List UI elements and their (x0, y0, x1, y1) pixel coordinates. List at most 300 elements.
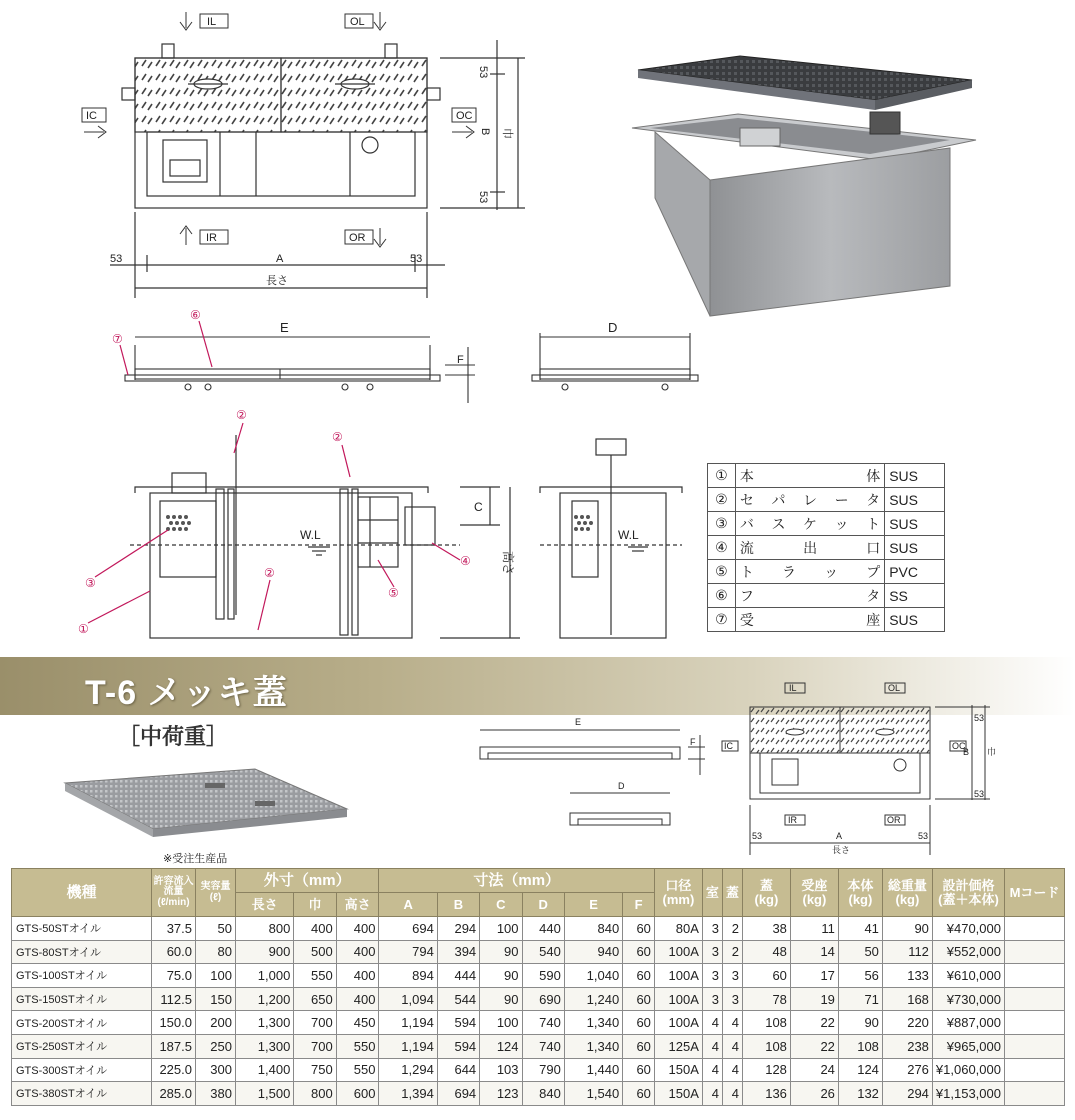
spec-cell: 440 (522, 917, 564, 941)
spec-cell: 41 (838, 917, 882, 941)
part-name-char: タ (866, 491, 881, 508)
spec-cell: 3 (702, 964, 722, 988)
spec-cell: 150A (654, 1058, 702, 1082)
th-body-weight: 本体 (kg) (838, 869, 882, 917)
spec-cell: 1,400 (236, 1058, 294, 1082)
dim-length: 長さ (266, 275, 288, 287)
banner-title: T-6 メッキ蓋 (85, 674, 288, 712)
spec-cell: 1,394 (379, 1082, 437, 1106)
spec-cell: 250 (196, 1034, 236, 1058)
spec-cell: 11 (790, 917, 838, 941)
small-dim-b: B (963, 747, 970, 757)
flow-label-ol: OL (350, 16, 365, 28)
th-b: B (437, 893, 479, 917)
part-material: SUS (885, 536, 945, 560)
part-name-char: ト (866, 515, 881, 532)
part-material: PVC (885, 560, 945, 584)
model-cell: GTS-100STオイル (12, 964, 152, 988)
spec-cell: 800 (236, 917, 294, 941)
spec-cell: 1,194 (379, 1011, 437, 1035)
spec-cell: 4 (722, 1058, 742, 1082)
spec-cell: 90 (882, 917, 932, 941)
small-dim-length: 長さ (832, 845, 851, 855)
small-or: OR (887, 815, 901, 825)
spec-cell: 238 (882, 1034, 932, 1058)
spec-cell: 3 (702, 987, 722, 1011)
th-width: 巾 (294, 893, 336, 917)
mcode-cell (1005, 987, 1065, 1011)
part-name-char: プ (866, 563, 881, 580)
part-name (735, 584, 884, 608)
dim-d: D (608, 320, 618, 335)
th-c: C (480, 893, 522, 917)
table-row (12, 1058, 1065, 1082)
spec-cell: 60 (623, 1058, 655, 1082)
table-row (12, 1011, 1065, 1035)
spec-cell: 48 (742, 940, 790, 964)
spec-cell: 124 (838, 1058, 882, 1082)
parts-row (708, 608, 945, 632)
spec-cell: 2 (722, 917, 742, 941)
spec-cell: 1,300 (236, 1011, 294, 1035)
spec-cell: 940 (564, 940, 622, 964)
part-number: ④ (708, 536, 736, 560)
part-material: SUS (885, 512, 945, 536)
parts-row (708, 488, 945, 512)
spec-cell: 1,000 (236, 964, 294, 988)
spec-cell: 300 (196, 1058, 236, 1082)
th-e: E (564, 893, 622, 917)
spec-cell: 400 (336, 987, 379, 1011)
spec-cell: ¥1,060,000 (932, 1058, 1004, 1082)
spec-cell: 124 (480, 1034, 522, 1058)
spec-cell: 2 (722, 940, 742, 964)
part-material: SUS (885, 608, 945, 632)
model-cell: GTS-50STオイル (12, 917, 152, 941)
spec-cell: 112 (882, 940, 932, 964)
spec-cell: 550 (336, 1034, 379, 1058)
spec-cell: 26 (790, 1082, 838, 1106)
parts-row (708, 464, 945, 488)
t6-drawings (460, 675, 1000, 860)
mcode-cell (1005, 1082, 1065, 1106)
small-dim-53d: 53 (974, 789, 985, 799)
spec-cell: 225.0 (152, 1058, 196, 1082)
spec-cell: 294 (882, 1082, 932, 1106)
spec-cell: 594 (437, 1011, 479, 1035)
spec-cell: 90 (480, 987, 522, 1011)
part-number: ⑦ (708, 608, 736, 632)
spec-cell: 1,094 (379, 987, 437, 1011)
spec-cell: 24 (790, 1058, 838, 1082)
spec-cell: 60 (623, 964, 655, 988)
table-row (12, 917, 1065, 941)
th-model: 機種 (12, 869, 152, 917)
mcode-cell (1005, 1034, 1065, 1058)
parts-row (708, 560, 945, 584)
spec-cell: 740 (522, 1034, 564, 1058)
spec-cell: 133 (882, 964, 932, 988)
part-name-char: 出 (803, 539, 818, 556)
dim-left-53: 53 (110, 253, 123, 265)
spec-cell: 90 (480, 940, 522, 964)
small-oc: OC (952, 741, 966, 751)
wl-right: W.L (618, 528, 639, 542)
th-length: 長さ (236, 893, 294, 917)
spec-cell: 60 (623, 987, 655, 1011)
spec-cell: 50 (196, 917, 236, 941)
spec-cell: 220 (882, 1011, 932, 1035)
spec-cell: 60 (623, 1034, 655, 1058)
part-name-char: 本 (739, 467, 754, 484)
spec-cell: 100 (196, 964, 236, 988)
spec-cell: 1,440 (564, 1058, 622, 1082)
model-cell: GTS-250STオイル (12, 1034, 152, 1058)
spec-cell: 550 (336, 1058, 379, 1082)
spec-cell: 400 (336, 940, 379, 964)
small-dim-d: D (618, 781, 625, 791)
spec-cell: 700 (294, 1011, 336, 1035)
small-dim-e: E (575, 717, 582, 727)
th-total-weight: 総重量 (kg) (882, 869, 932, 917)
small-dim-53c: 53 (974, 713, 985, 723)
spec-cell: 100 (480, 1011, 522, 1035)
spec-cell: 3 (722, 964, 742, 988)
spec-cell: 38 (742, 917, 790, 941)
small-ir: IR (788, 815, 797, 825)
spec-cell: 3 (702, 917, 722, 941)
spec-cell: 690 (522, 987, 564, 1011)
spec-cell: 100A (654, 940, 702, 964)
spec-cell: 123 (480, 1082, 522, 1106)
spec-cell: 444 (437, 964, 479, 988)
model-cell: GTS-80STオイル (12, 940, 152, 964)
table-row (12, 964, 1065, 988)
spec-cell: 19 (790, 987, 838, 1011)
spec-cell: ¥730,000 (932, 987, 1004, 1011)
section-drawings (60, 405, 700, 655)
plan-view-drawing (0, 0, 560, 300)
made-to-order-note: ※受注生産品 (163, 853, 228, 865)
callout-7: ⑦ (112, 332, 123, 346)
spec-cell: 4 (722, 1011, 742, 1035)
small-dim-f: F (690, 737, 696, 747)
part-name-char: 流 (739, 539, 754, 556)
spec-cell: 125A (654, 1034, 702, 1058)
dim-f: F (457, 354, 464, 366)
spec-cell: 103 (480, 1058, 522, 1082)
part-material: SUS (885, 488, 945, 512)
spec-cell: 60 (623, 1011, 655, 1035)
spec-cell: 400 (294, 917, 336, 941)
parts-row (708, 512, 945, 536)
spec-cell: 400 (336, 964, 379, 988)
part-name-char: ー (834, 491, 849, 508)
spec-cell: 4 (702, 1011, 722, 1035)
model-cell: GTS-150STオイル (12, 987, 152, 1011)
spec-cell: 900 (236, 940, 294, 964)
flow-label-ir: IR (206, 232, 217, 244)
flow-label-or: OR (349, 232, 366, 244)
small-dim-53a: 53 (752, 831, 763, 841)
spec-cell: 694 (437, 1082, 479, 1106)
spec-cell: 540 (522, 940, 564, 964)
spec-cell: 450 (336, 1011, 379, 1035)
spec-cell: 150.0 (152, 1011, 196, 1035)
spec-cell: 3 (702, 940, 722, 964)
dim-a: A (276, 253, 284, 265)
part-name (735, 608, 884, 632)
th-flow: 許容流入流量 (ℓ/min) (152, 869, 196, 917)
table-row (12, 1034, 1065, 1058)
spec-cell: 71 (838, 987, 882, 1011)
part-name-char: 受 (739, 611, 754, 628)
spec-cell: 894 (379, 964, 437, 988)
spec-cell: 50 (838, 940, 882, 964)
model-cell: GTS-200STオイル (12, 1011, 152, 1035)
spec-cell: 200 (196, 1011, 236, 1035)
spec-cell: 14 (790, 940, 838, 964)
spec-cell: 380 (196, 1082, 236, 1106)
spec-cell: 22 (790, 1011, 838, 1035)
part-name (735, 560, 884, 584)
cover-drawings (100, 305, 710, 415)
spec-cell: 108 (742, 1011, 790, 1035)
spec-cell: 650 (294, 987, 336, 1011)
spec-cell: 75.0 (152, 964, 196, 988)
part-name-char: 口 (866, 539, 881, 556)
spec-cell: 60 (623, 940, 655, 964)
spec-cell: 1,340 (564, 1034, 622, 1058)
small-dim-width: 巾 (987, 747, 997, 757)
dim-c: C (474, 500, 483, 514)
th-capacity: 実容量 (ℓ) (196, 869, 236, 917)
th-seat-weight: 受座 (kg) (790, 869, 838, 917)
small-dim-53b: 53 (918, 831, 929, 841)
spec-cell: 1,040 (564, 964, 622, 988)
part-number: ① (708, 464, 736, 488)
parts-row (708, 584, 945, 608)
spec-cell: 60.0 (152, 940, 196, 964)
spec-cell: 4 (702, 1058, 722, 1082)
part-number: ③ (708, 512, 736, 536)
spec-cell: 90 (838, 1011, 882, 1035)
flow-label-il: IL (207, 16, 217, 28)
spec-cell: 1,294 (379, 1058, 437, 1082)
spec-cell: 56 (838, 964, 882, 988)
callout-5: ⑤ (388, 586, 399, 600)
spec-cell: 790 (522, 1058, 564, 1082)
th-f: F (623, 893, 655, 917)
th-bore: 口径 (mm) (654, 869, 702, 917)
spec-cell: 128 (742, 1058, 790, 1082)
th-lid-weight: 蓋 (kg) (742, 869, 790, 917)
callout-2a: ② (236, 408, 247, 422)
part-number: ⑤ (708, 560, 736, 584)
spec-cell: 100 (480, 917, 522, 941)
spec-cell: ¥552,000 (932, 940, 1004, 964)
part-name-char: フ (739, 587, 754, 604)
spec-cell: 294 (437, 917, 479, 941)
spec-cell: 1,240 (564, 987, 622, 1011)
spec-cell: 1,300 (236, 1034, 294, 1058)
parts-row (708, 536, 945, 560)
model-cell: GTS-300STオイル (12, 1058, 152, 1082)
callout-1: ① (78, 622, 89, 636)
wl-left: W.L (300, 528, 321, 542)
part-name-char: バ (739, 515, 754, 532)
spec-cell: 17 (790, 964, 838, 988)
part-name-char: ッ (834, 515, 849, 532)
spec-cell: 840 (522, 1082, 564, 1106)
spec-cell: 500 (294, 940, 336, 964)
spec-cell: 840 (564, 917, 622, 941)
callout-3: ③ (85, 576, 96, 590)
flow-label-ic: IC (86, 110, 97, 122)
small-ic: IC (724, 741, 733, 751)
spec-cell: 285.0 (152, 1082, 196, 1106)
spec-cell: 100A (654, 964, 702, 988)
spec-cell: 4 (722, 1034, 742, 1058)
spec-table (11, 868, 1065, 1106)
part-name-char: 体 (866, 467, 881, 484)
part-number: ⑥ (708, 584, 736, 608)
spec-cell: 594 (437, 1034, 479, 1058)
part-name-char: レ (803, 491, 818, 508)
part-name-char: セ (739, 491, 754, 508)
spec-cell: 276 (882, 1058, 932, 1082)
th-d: D (522, 893, 564, 917)
spec-cell: ¥610,000 (932, 964, 1004, 988)
spec-cell: ¥887,000 (932, 1011, 1004, 1035)
part-material: SUS (885, 464, 945, 488)
spec-cell: 740 (522, 1011, 564, 1035)
spec-cell: 800 (294, 1082, 336, 1106)
spec-cell: 60 (623, 917, 655, 941)
spec-cell: 60 (623, 1082, 655, 1106)
spec-cell: ¥965,000 (932, 1034, 1004, 1058)
small-ol: OL (888, 683, 901, 693)
spec-cell: 644 (437, 1058, 479, 1082)
load-class-label: ［中荷重］ (118, 724, 229, 749)
part-name-char: パ (771, 491, 786, 508)
spec-cell: 112.5 (152, 987, 196, 1011)
product-photo (620, 48, 980, 320)
spec-cell: 60 (742, 964, 790, 988)
spec-cell: 90 (480, 964, 522, 988)
spec-cell: 3 (722, 987, 742, 1011)
part-name (735, 536, 884, 560)
spec-cell: 4 (722, 1082, 742, 1106)
spec-cell: 1,340 (564, 1011, 622, 1035)
spec-cell: 4 (702, 1082, 722, 1106)
spec-cell: 700 (294, 1034, 336, 1058)
mcode-cell (1005, 940, 1065, 964)
spec-cell: 4 (702, 1034, 722, 1058)
part-material: SS (885, 584, 945, 608)
dim-width: 巾 (501, 128, 513, 139)
table-row (12, 987, 1065, 1011)
th-mcode: Mコード (1005, 869, 1065, 917)
th-a: A (379, 893, 437, 917)
table-row (12, 1082, 1065, 1106)
lid-photo (55, 765, 355, 845)
part-name (735, 464, 884, 488)
th-height: 高さ (336, 893, 379, 917)
spec-cell: 600 (336, 1082, 379, 1106)
part-name-char: ス (771, 515, 786, 532)
spec-cell: 80A (654, 917, 702, 941)
mcode-cell (1005, 964, 1065, 988)
part-name-char: ラ (782, 563, 797, 580)
spec-cell: 37.5 (152, 917, 196, 941)
part-name-char: ッ (824, 563, 839, 580)
model-cell: GTS-380STオイル (12, 1082, 152, 1106)
part-name-char: ト (739, 563, 754, 580)
small-il: IL (789, 683, 797, 693)
th-outer: 外寸（mm） (236, 869, 379, 893)
spec-cell: 187.5 (152, 1034, 196, 1058)
spec-cell: 108 (838, 1034, 882, 1058)
spec-cell: 80 (196, 940, 236, 964)
spec-cell: 394 (437, 940, 479, 964)
spec-cell: 1,194 (379, 1034, 437, 1058)
spec-cell: 544 (437, 987, 479, 1011)
dim-top-53: 53 (477, 66, 489, 79)
table-row (12, 940, 1065, 964)
part-name-char: 座 (866, 611, 881, 628)
spec-cell: 100A (654, 987, 702, 1011)
spec-cell: 1,200 (236, 987, 294, 1011)
spec-cell: 78 (742, 987, 790, 1011)
dim-e: E (280, 320, 289, 335)
dim-right-53: 53 (410, 253, 423, 265)
flow-label-oc: OC (456, 110, 473, 122)
small-dim-a: A (836, 831, 843, 841)
callout-6: ⑥ (190, 308, 201, 322)
dim-b: B (479, 128, 491, 136)
mcode-cell (1005, 917, 1065, 941)
spec-cell: 132 (838, 1082, 882, 1106)
spec-cell: 590 (522, 964, 564, 988)
spec-cell: 136 (742, 1082, 790, 1106)
th-lids: 蓋 (722, 869, 742, 917)
spec-cell: 794 (379, 940, 437, 964)
part-number: ② (708, 488, 736, 512)
th-price: 設計価格 (蓋＋本体) (932, 869, 1004, 917)
spec-cell: 150 (196, 987, 236, 1011)
spec-cell: 400 (336, 917, 379, 941)
mcode-cell (1005, 1058, 1065, 1082)
part-name-char: タ (866, 587, 881, 604)
dim-height: 高さ (501, 551, 515, 576)
part-name (735, 512, 884, 536)
callout-4: ④ (460, 554, 471, 568)
part-name-char: ケ (803, 515, 818, 532)
dim-bottom-53: 53 (477, 191, 489, 204)
spec-cell: 150A (654, 1082, 702, 1106)
spec-cell: ¥470,000 (932, 917, 1004, 941)
spec-cell: 750 (294, 1058, 336, 1082)
callout-2c: ② (264, 566, 275, 580)
spec-cell: 108 (742, 1034, 790, 1058)
spec-cell: 22 (790, 1034, 838, 1058)
spec-cell: 1,540 (564, 1082, 622, 1106)
th-rooms: 室 (702, 869, 722, 917)
spec-cell: ¥1,153,000 (932, 1082, 1004, 1106)
mcode-cell (1005, 1011, 1065, 1035)
spec-cell: 100A (654, 1011, 702, 1035)
